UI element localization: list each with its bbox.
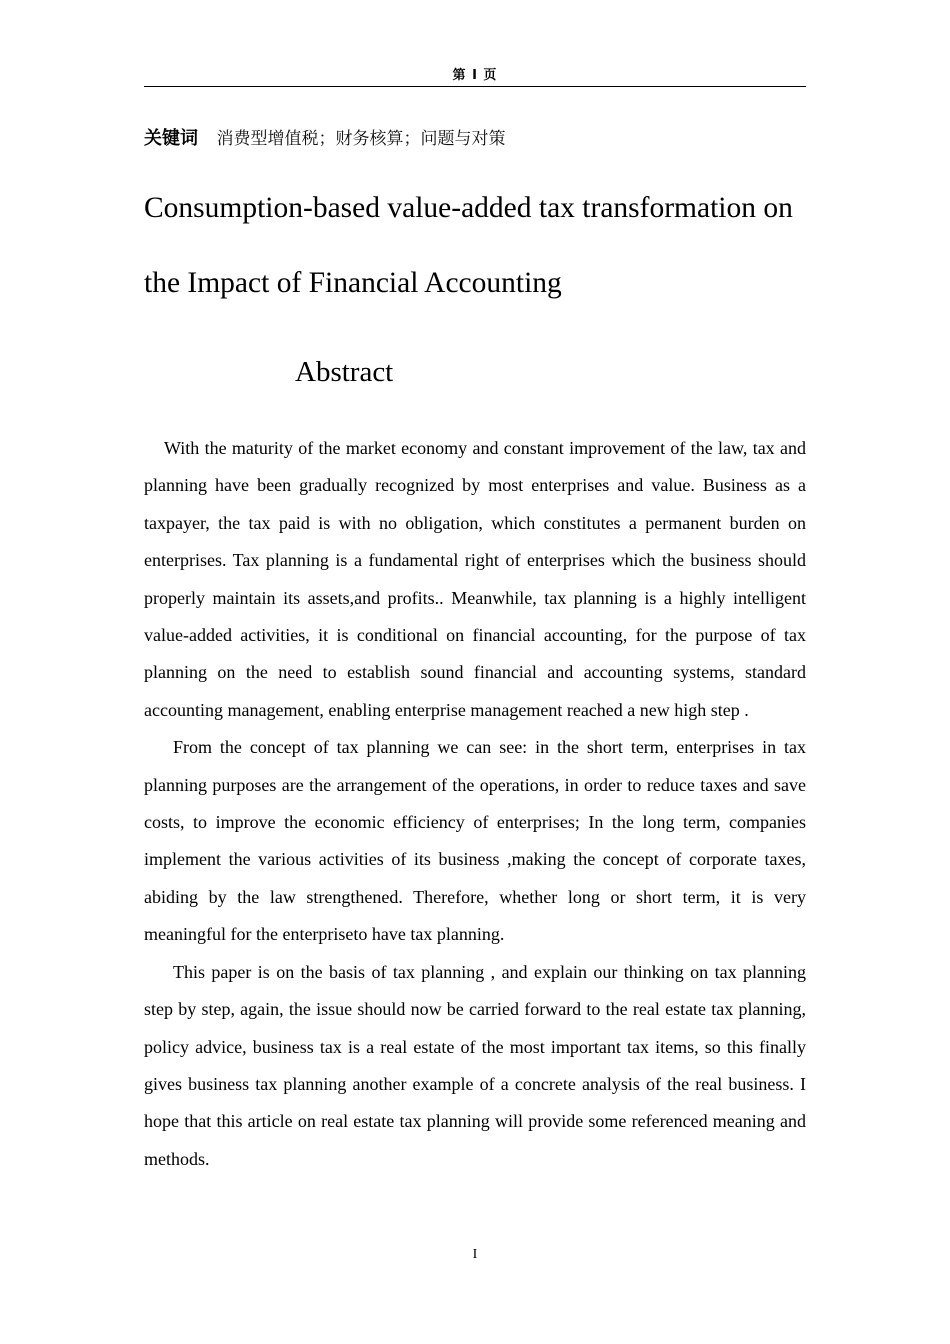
- page-footer-number: I: [472, 1247, 478, 1262]
- abstract-paragraph-1: With the maturity of the market economy and constant improvement of the law, tax and planning have been gradually recognized by most enterprises and value. Business as a taxpayer, the tax paid is with no obligation, which constitutes a permanent burden on enterprises. Tax planning is a fundamental right of enterprises which the business should properly maintain its assets,and profits.. Meanwhile, tax planning is a highly intelligent value-added activities, it is conditional on financial accounting, for the purpose of tax planning on the need to establish sound financial and accounting systems, standard accounting management, enabling enterprise management reached a new high step .: [144, 438, 806, 720]
- page-header: 第 I 页: [144, 66, 806, 87]
- keywords-text: 消费型增值税；财务核算；问题与对策: [216, 129, 506, 149]
- abstract-paragraph-3: This paper is on the basis of tax planning , and explain our thinking on tax planning step by step, again, the issue should now be carried forward to the real estate tax planning, policy advice, business tax is a real estate of the most important tax items, so this finally gives business tax planning another example of a concrete analysis of the real business. I hope that this article on real estate tax planning will provide some referenced meaning and methods.: [144, 961, 806, 1169]
- abstract-paragraph-2: From the concept of tax planning we can see: in the short term, enterprises in tax planning purposes are the arrangement of the operations, in order to reduce taxes and save costs, to improve the economic efficiency of enterprises; In the long term, companies implement the various activities of its business ,making the concept of corporate taxes, abiding by the law strengthened. Therefore, whether long or short term, it is very meaningful for the enterpriseto have tax planning.: [144, 737, 806, 945]
- abstract-heading: Abstract: [295, 356, 394, 388]
- keywords-label: 关键词: [144, 128, 198, 149]
- english-title-line-1: Consumption-based value-added tax transformation on: [144, 192, 793, 224]
- abstract-body: [144, 430, 806, 1178]
- english-title-line-2: the Impact of Financial Accounting: [144, 267, 562, 299]
- keywords-line: [144, 126, 506, 151]
